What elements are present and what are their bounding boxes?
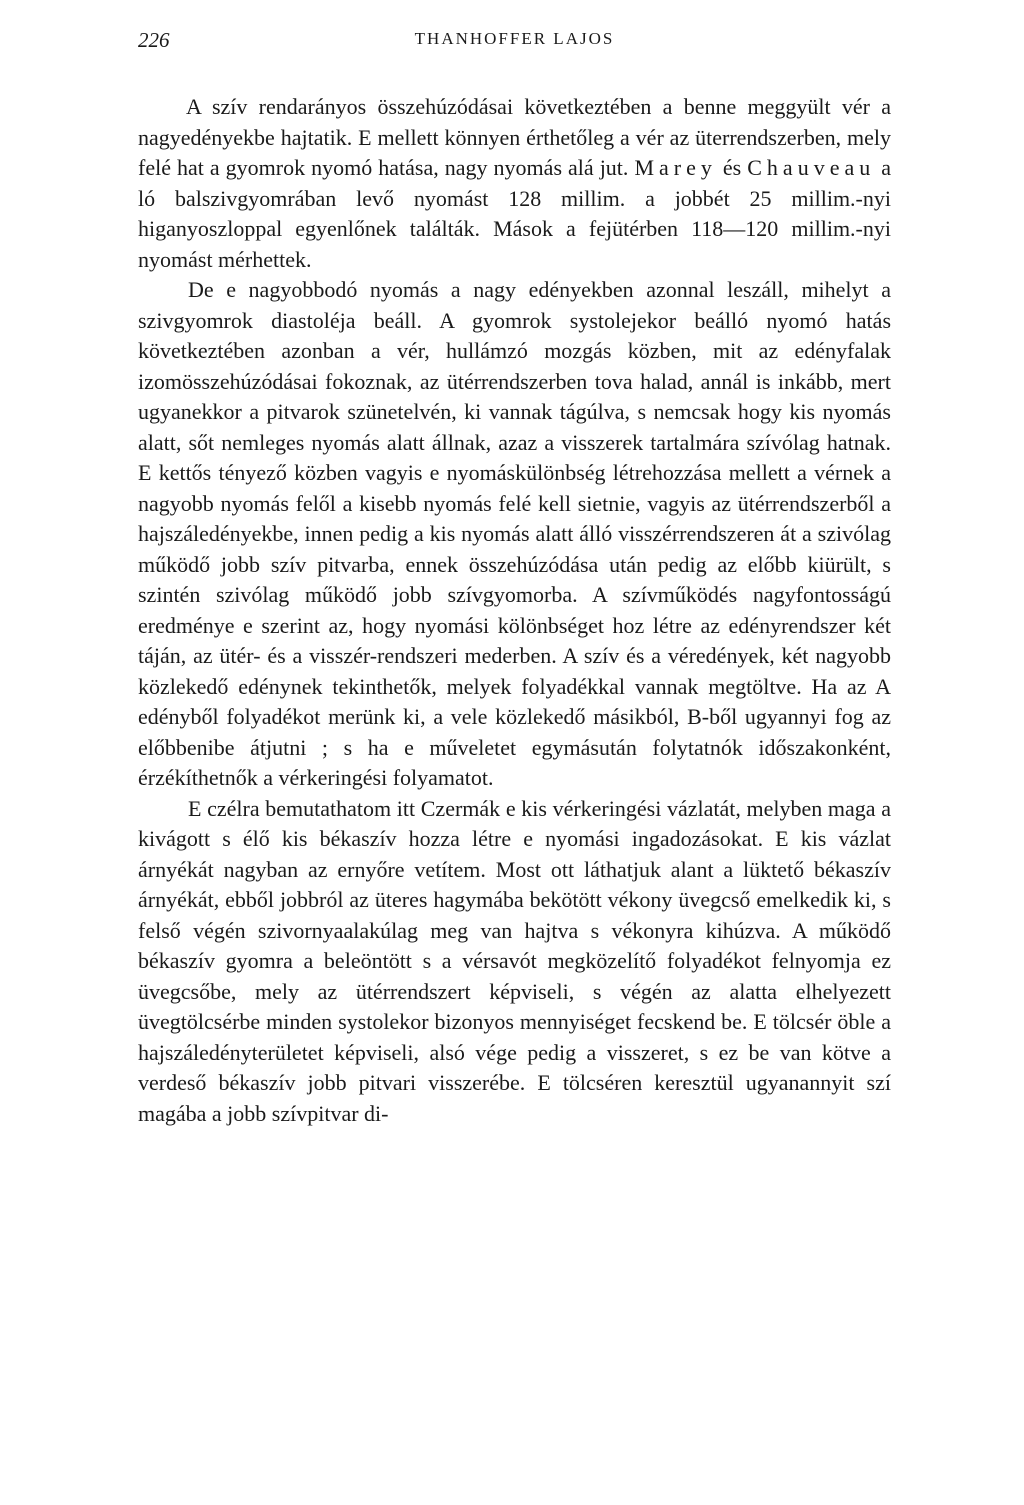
paragraph-1-text-3: a ló balszivgyomrában levő nyomást 128 millim. a jobbét 25 millim.-nyi higanyoszloppal egyenlőnek találták. Mások a fejütérben 118—120 millim.-nyi nyomást mérhettek. <box>138 155 892 272</box>
paragraph-1-text-1: A szív rendarányos összehúzódásai következtében a benne meggyült vér a nagyedényekbe hajtatik. E mellett könnyen érthetőleg a vér az üterrendszerben, mely felé hat a gyomrok nyomó hatása, nagy nyomás alá jut. <box>138 94 891 180</box>
paragraph-1 <box>138 92 891 275</box>
running-head: THANHOFFER LAJOS <box>414 29 615 48</box>
page-header <box>138 28 891 62</box>
author-name-chauveau: Chauveau <box>747 155 876 180</box>
paragraph-1-text-2: és <box>716 155 748 180</box>
book-page <box>138 28 891 1129</box>
paragraph-2: De e nagyobbodó nyomás a nagy edényekben azonnal leszáll, mihelyt a szivgyomrok diastoléja beáll. A gyomrok systolejekor beálló nyomó hatás következtében azonban a vér, hullámzó mozgás közben, mit az edényfalak izomösszehúzódásai fokoznak, az ütérrendszerben tova halad, annál is inkább, mert ugyanekkor a pitvarok szünetelvén, ki vannak tágúlva, s nemcsak hogy kis nyomás alatt, sőt nemleges nyomás alatt állnak, azaz a visszerek tartalmára szívólag hatnak. E kettős tényező közben vagyis e nyomáskülönbség létrehozzása mellett a vérnek a nagyobb nyomás felől a kisebb nyomás felé kell sietnie, vagyis az ütérrendszerből a hajszáledényekbe, innen pedig a kis nyomás alatt álló visszérrendszeren át a szivólag működő jobb szív pitvarba, ennek összehúzódása után pedig az előbb kiürült, s szintén szivólag működő jobb szívgyomorba. A szívműködés nagyfontosságú eredménye e szerint az, hogy nyomási kölönbséget hoz létre az edényrendszer két táján, az ütér- és a visszér-rendszeri mederben. A szív és a véredények, két nagyobb közlekedő edénynek tekinthetők, melyek folyadékkal vannak megtöltve. Ha az A edényből folyadékot merünk ki, a vele közlekedő másikból, B-ből ugyannyi fog az előbbenibe átjutni ; s ha e műveletet egymásután folytatnók időszakonként, érzékíthetnők a vérkeringési folyamatot. <box>138 277 891 790</box>
author-name-marey: Marey <box>634 155 717 180</box>
page-number: 226 <box>138 28 170 52</box>
paragraph-3: E czélra bemutathatom itt Czermák e kis vérkeringési vázlatát, melyben maga a kivágott s élő kis békaszív hozza létre e nyomási ingadozásokat. E kis vázlat árnyékát nagyban az ernyőre vetítem. Most ott láthatjuk alant a lüktető békaszív árnyékát, ebből jobbról az üteres hagymába bekötött vékony üvegcső emelkedik ki, s felső végén szivornyaalakúlag meg van hajtva s vékonyra kihúzva. A működő békaszív gyomra a beleöntött s a vérsavót megközelítő folyadékot felnyomja ez üvegcsőbe, mely az ütérrendszert képviseli, s végén az alatta elhelyezett üvegtölcsérbe minden systolekor bizonyos mennyiséget fecskend be. E tölcsér öble a hajszáledényterületet képviseli, alsó vége pedig a visszeret, s ez be van kötve a verdeső békaszív jobb pitvari visszerébe. E tölcséren keresztül ugyanannyit szí magába a jobb szívpitvar di- <box>138 795 891 1126</box>
